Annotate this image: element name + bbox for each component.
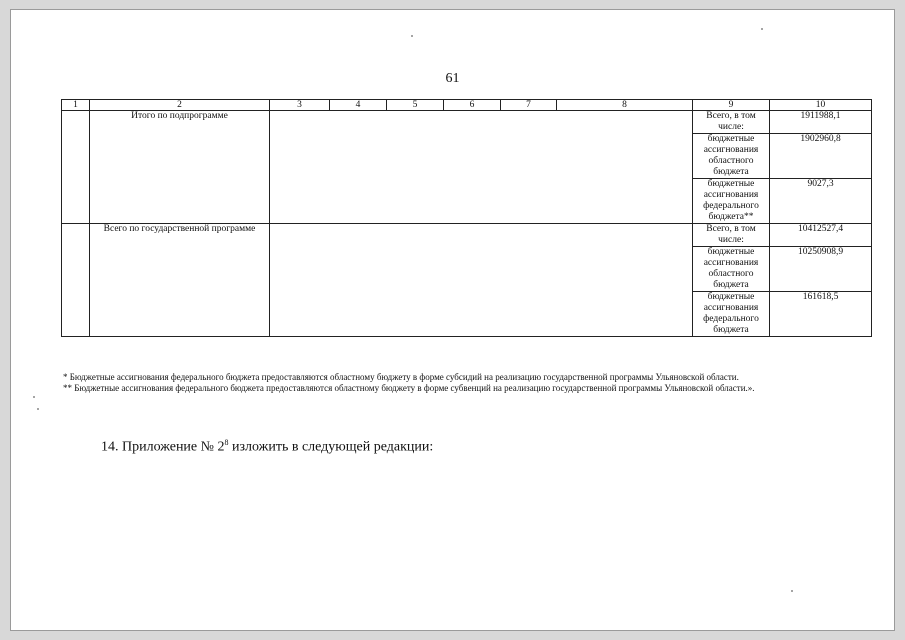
- scan-speck: [791, 590, 793, 592]
- group-label: Итого по подпрограмме: [90, 111, 270, 224]
- amendment-text: 14. Приложение № 2: [101, 439, 225, 455]
- amendment-superscript: 8: [224, 438, 229, 447]
- funding-source: Всего, в том числе:: [693, 111, 770, 134]
- amendment-text-end: изложить в следующей редакции:: [228, 439, 434, 455]
- column-number: 5: [387, 100, 444, 111]
- column-number: 1: [62, 100, 90, 111]
- funding-value: 161618,5: [770, 292, 872, 337]
- funding-value: 1911988,1: [770, 111, 872, 134]
- funding-source: бюджетные ассигнования федерального бюджета: [693, 292, 770, 337]
- column-number: 4: [330, 100, 387, 111]
- table-row: [62, 224, 872, 247]
- scan-speck: [37, 408, 39, 410]
- footnote: * Бюджетные ассигнования федерального бюджета предоставляются областному бюджету в форме субсидий на реализацию государственной программы Ульяновской области.: [63, 372, 739, 382]
- funding-value: 10412527,4: [770, 224, 872, 247]
- column-number: 9: [693, 100, 770, 111]
- funding-source: Всего, в том числе:: [693, 224, 770, 247]
- funding-value: 9027,3: [770, 179, 872, 224]
- footnotes: [63, 372, 869, 394]
- empty-cell: [62, 111, 90, 224]
- empty-cell: [270, 224, 693, 337]
- column-number: 7: [501, 100, 557, 111]
- group-label: Всего по государственной программе: [90, 224, 270, 337]
- funding-source: бюджетные ассигнования федерального бюджета**: [693, 179, 770, 224]
- footnote: ** Бюджетные ассигнования федерального бюджета предоставляются областному бюджету в форме субвенций на реализацию государственной программы Ульяновской области.».: [63, 383, 755, 393]
- budget-table: [61, 99, 872, 337]
- page-number: 61: [445, 71, 460, 86]
- funding-source: бюджетные ассигнования областного бюджета: [693, 134, 770, 179]
- funding-value: 1902960,8: [770, 134, 872, 179]
- empty-cell: [62, 224, 90, 337]
- scan-speck: [33, 396, 35, 398]
- column-number: 6: [444, 100, 501, 111]
- funding-value: 10250908,9: [770, 247, 872, 292]
- empty-cell: [270, 111, 693, 224]
- column-number: 8: [557, 100, 693, 111]
- column-number-row: [62, 100, 872, 111]
- document-page: [10, 9, 895, 631]
- scan-speck: [411, 35, 413, 37]
- table-row: [62, 111, 872, 134]
- amendment-item: [101, 438, 433, 456]
- scan-speck: [761, 28, 763, 30]
- column-number: 10: [770, 100, 872, 111]
- column-number: 2: [90, 100, 270, 111]
- column-number: 3: [270, 100, 330, 111]
- funding-source: бюджетные ассигнования областного бюджета: [693, 247, 770, 292]
